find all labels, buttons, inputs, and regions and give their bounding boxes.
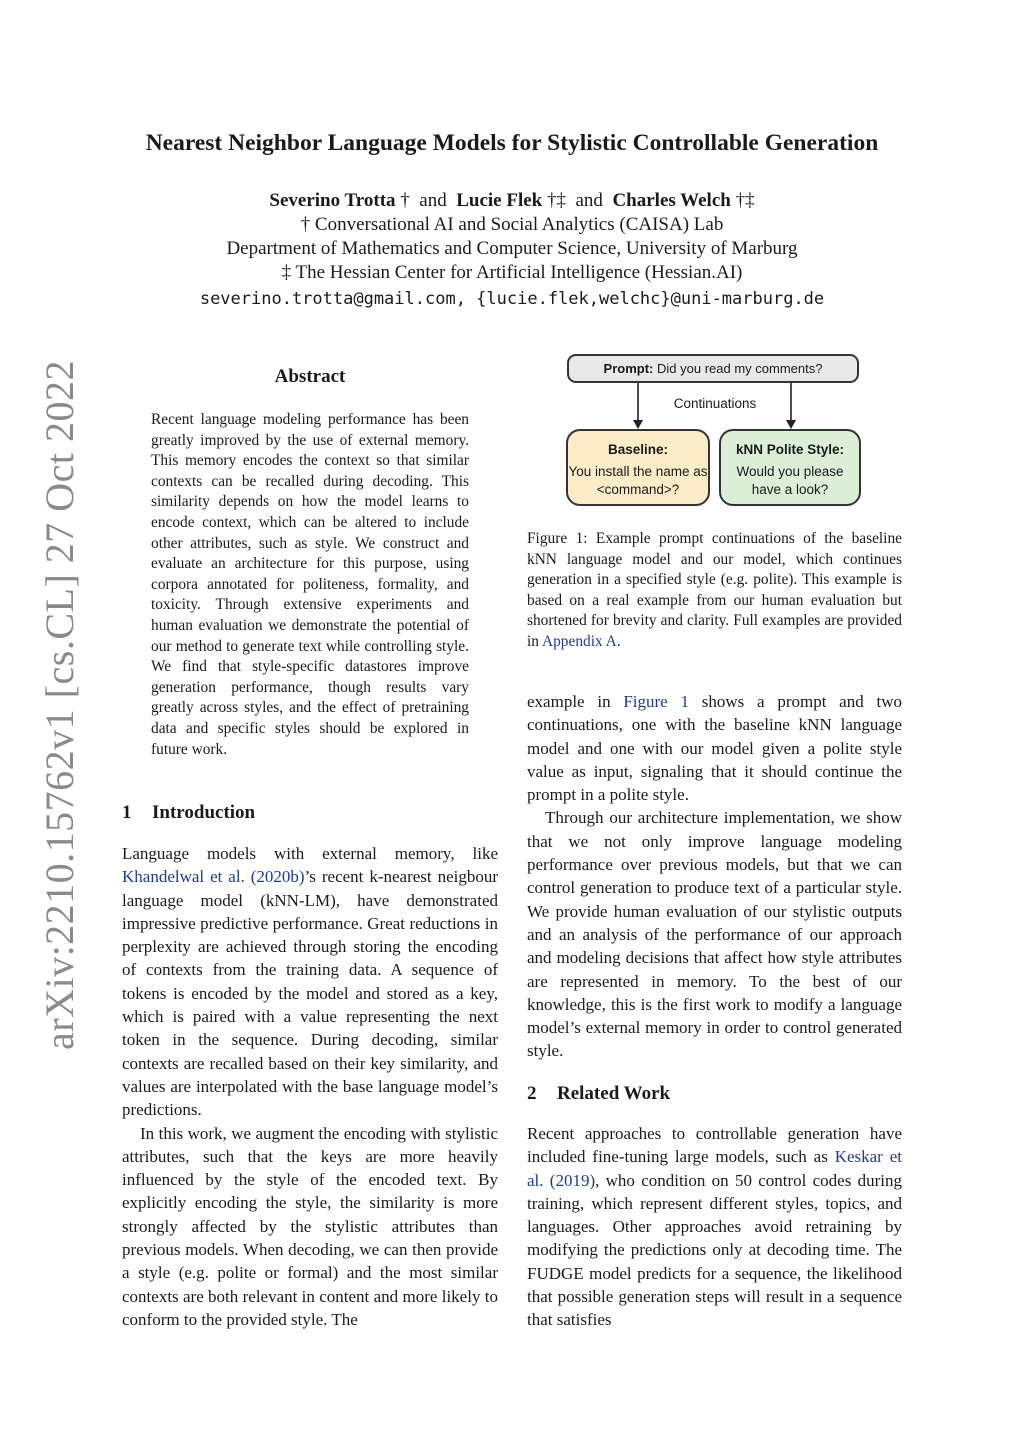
author-welch: Charles Welch (612, 190, 731, 211)
arrowhead-baseline (633, 420, 643, 429)
section-number: 2 (527, 1083, 537, 1104)
figure-1-caption (527, 529, 902, 653)
introduction-paragraph-2: In this work, we augment the encoding with stylistic attributes, such that the keys are more heavily influenced by the style of the encoded text. By explicitly encoding the style, the similarity is more strongly affected by the stylistic attributes than previous models. When decoding, we can then provide a style (e.g. polite or formal) and the most similar contexts are both relevant in content and more likely to conform to the provided style. The (122, 1123, 498, 1329)
prompt-text: Did you read my comments? (657, 361, 823, 376)
author-trotta-mark: † (400, 190, 410, 211)
text-run: Recent approaches to controllable generation have included fine-tuning large models, such as (527, 1124, 902, 1167)
prompt-label: Prompt: (603, 361, 654, 376)
related-work-body (527, 1122, 902, 1332)
caption-text: Figure 1: Example prompt continuations of the baseline kNN language model and our model, which continues generation in a specified style (e.g. polite). This example is based on a real example from our human evaluation but shortened for brevity and clarity. Full examples are provided in (527, 530, 902, 650)
caption-text: . (616, 632, 621, 650)
appendix-a-link[interactable]: Appendix A (541, 632, 617, 650)
figure-discussion-paragraph (527, 690, 902, 806)
author-flek-mark: †‡ (547, 190, 566, 211)
section-number: 1 (122, 802, 132, 823)
abstract-text: Recent language modeling performance has been greatly improved by the use of external memory. This memory encodes the context so that similar contexts can be recalled during decoding. This similarity depends on how the model learns to encode context, which can be altered to include other attributes, such as style. We construct and evaluate an architecture for this purpose, using corpora annotated for politeness, formality, and toxicity. Through extensive experiments and human evaluation we demonstrate the potential of our method to generate text while controlling style. We find that style-specific datastores improve generation performance, though results vary greatly across styles, and the effect of pretraining data and specific styles should be explored in future work. (151, 411, 469, 758)
author-emails: severino.trotta@gmail.com, {lucie.flek,welchc}@uni-marburg.de (199, 289, 825, 309)
author-welch-mark: †‡ (735, 190, 755, 211)
section-title: Related Work (557, 1083, 671, 1104)
affiliation-hessian-ai: ‡ The Hessian Center for Artificial Intelligence (Hessian.AI) (281, 262, 743, 283)
text-run: example in (527, 692, 624, 711)
section-introduction-heading (122, 802, 255, 824)
arxiv-identifier: arXiv:2210.15762v1 [cs.CL] 27 Oct 2022 (37, 359, 82, 1050)
knn-polite-heading: kNN Polite Style: (735, 442, 845, 457)
text-run: shows a prompt and two continuations, one with the baseline kNN language model and one with our model given a polite style value as input, signaling that it should continue the prompt in a polite style. (527, 692, 902, 805)
knn-polite-box (719, 429, 861, 506)
baseline-box (566, 429, 710, 506)
related-work-paragraph-1 (527, 1122, 902, 1332)
text-run: ’s recent k-nearest neigbour language model (kNN-LM), have demonstrated impressive predictive performance. Great reductions in perplexity are achieved through storing the encoding of contexts from the training data. A sequence of tokens is encoded by the model and stored as a key, which is paired with a value representing the next token in the sequence. During decoding, similar contexts are recalled based on their key similarity, and values are interpolated with the base language model’s predictions. (122, 867, 498, 1120)
author-line (0, 190, 1024, 212)
arrowhead-knn (786, 420, 796, 429)
text-run: , who condition on 50 control codes during training, which represent different styles, topics, and languages. Other approaches avoid retraining by modifying the predictions only at decoding time. The FUDGE model predicts for a sequence, the likelihood that possible generation steps will result in a sequence that satisfies (527, 1170, 902, 1330)
author-flek: Lucie Flek (456, 190, 543, 211)
right-column-body (527, 690, 902, 1063)
abstract-heading: Abstract (274, 366, 346, 387)
author-trotta: Severino Trotta (269, 190, 396, 211)
baseline-heading: Baseline: (607, 442, 669, 457)
figure-prompt-box (567, 354, 859, 383)
knn-polite-text: Would you please have a look? (736, 464, 844, 497)
affiliation-caisa: † Conversational AI and Social Analytics (CAISA) Lab (300, 214, 724, 235)
citation-keskar-link[interactable]: Keskar et al. (2019) (527, 1147, 902, 1190)
baseline-text: You install the name as <command>? (568, 464, 708, 497)
author-and: and (419, 190, 447, 211)
figure-1-link[interactable]: Figure 1 (623, 692, 689, 711)
continuations-label: Continuations (673, 396, 757, 411)
section-related-work-heading (527, 1083, 670, 1105)
introduction-body (122, 842, 498, 1331)
paper-title: Nearest Neighbor Language Models for Stylistic Controllable Generation (145, 130, 879, 156)
author-and: and (575, 190, 603, 211)
text-run: Language models with external memory, like (122, 844, 498, 863)
introduction-paragraph-1 (122, 842, 498, 1122)
affiliation-marburg: Department of Mathematics and Computer Science, University of Marburg (226, 238, 798, 259)
citation-khandelwal-link[interactable]: Khandelwal et al. (2020b) (122, 867, 305, 887)
contribution-paragraph: Through our architecture implementation, we show that we not only improve language modeling performance over previous models, but that we can control generation to produce text of a particular style. We provide human evaluation of our stylistic outputs and an analysis of the performance of our approach and modeling decisions that affect how style attributes are represented in memory. To the best of our knowledge, this is the first work to modify a language model’s external memory in order to control generated style. (527, 808, 902, 1061)
section-title: Introduction (152, 802, 256, 823)
